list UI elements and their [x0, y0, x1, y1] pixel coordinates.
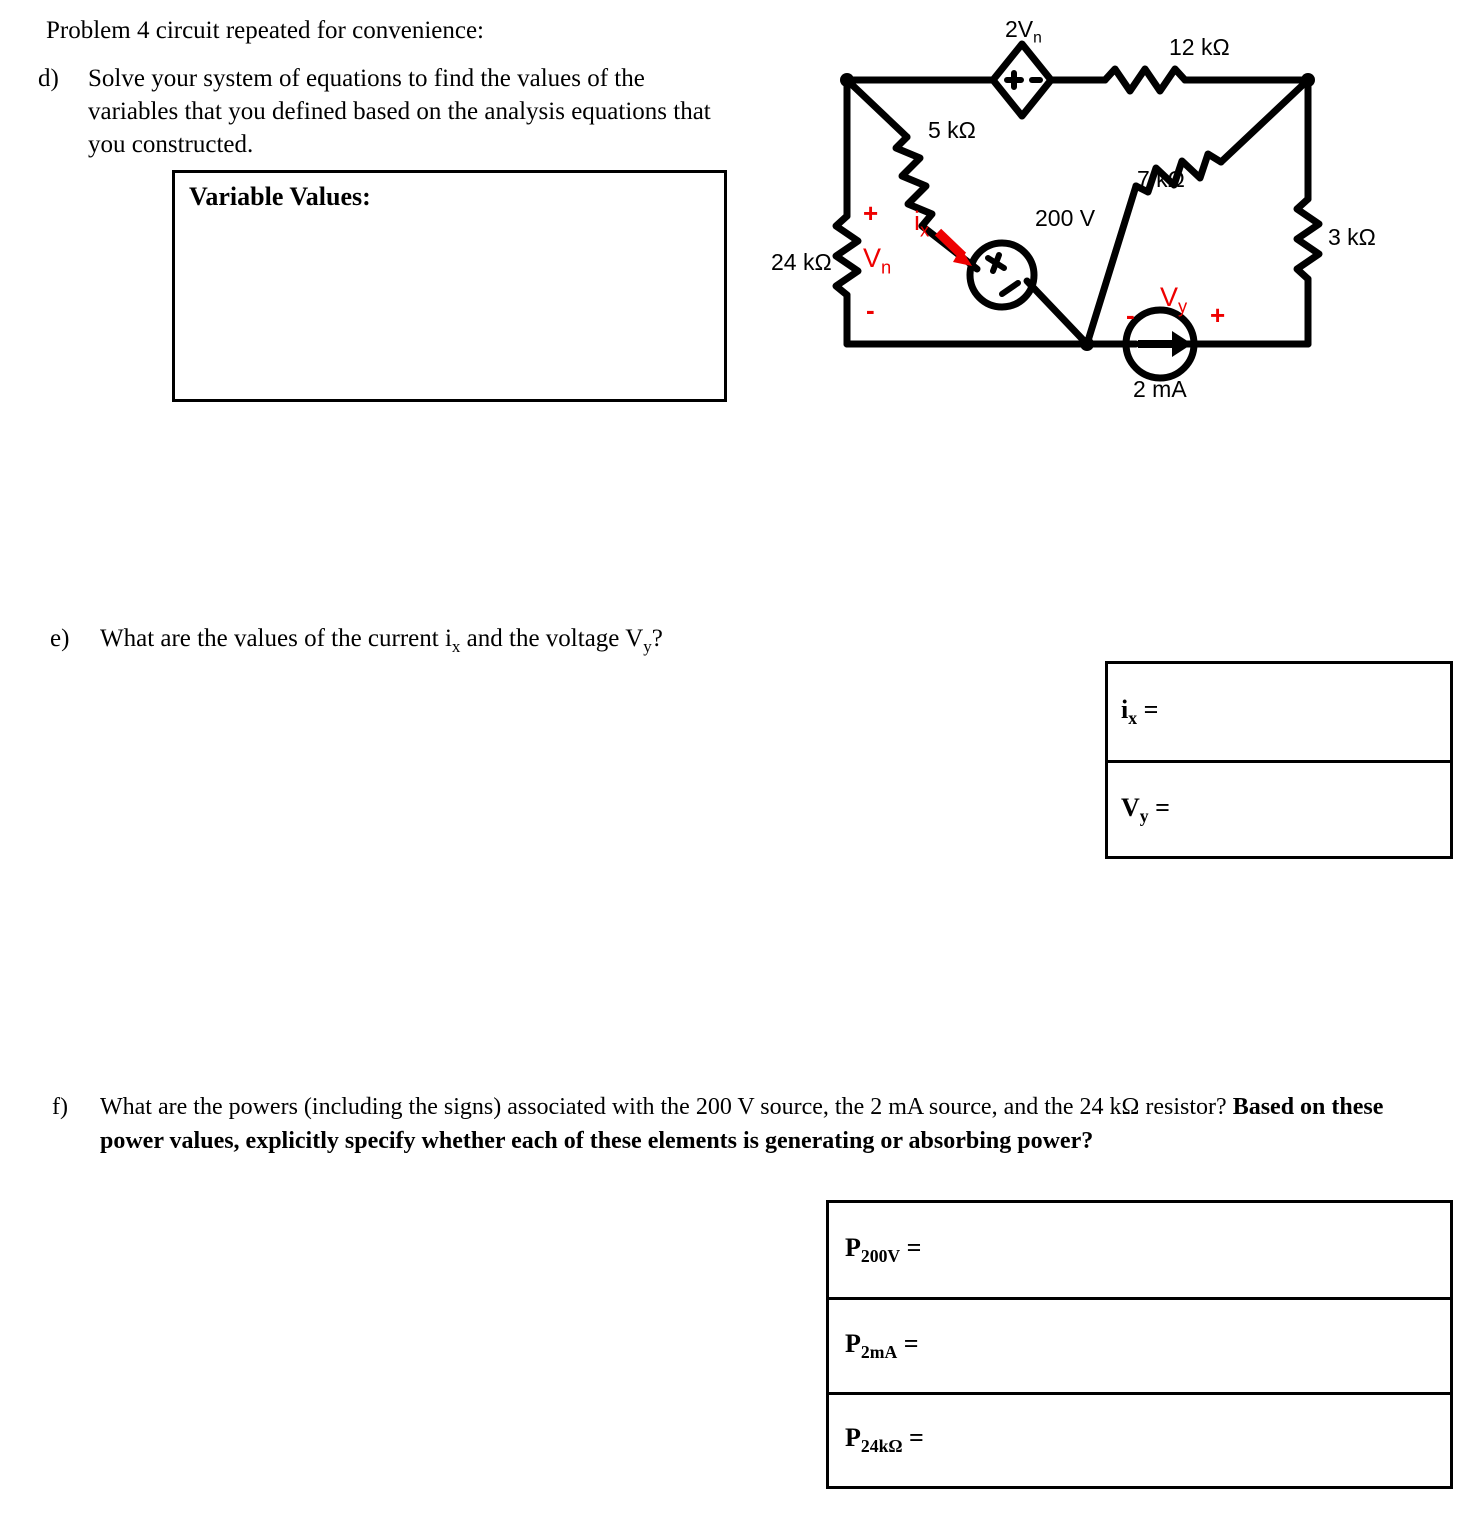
- item-d-text: Solve your system of equations to find the values of the variables that you defined based on the analysis equations that you constructed.: [88, 65, 711, 158]
- answers-e-container: [1105, 661, 1453, 859]
- variable-values-label: Variable Values:: [189, 182, 371, 211]
- answer-row-p2ma[interactable]: [829, 1297, 1450, 1391]
- question-item-d: [38, 62, 738, 161]
- source-200v-plus-icon: [988, 255, 1004, 271]
- question-item-e: [50, 622, 810, 663]
- item-e-text: What are the values of the current $i_x$ and the voltage $V_y$?: [100, 625, 663, 656]
- item-d-marker: d): [38, 65, 59, 92]
- answer-row-p24k[interactable]: [829, 1392, 1450, 1486]
- answer-label-p24k: $P_{24k\Omega}$ =: [845, 1423, 924, 1457]
- annotation-vy-minus: -: [1126, 300, 1135, 330]
- annotation-vn-minus: -: [866, 295, 875, 325]
- wire-diag-a3: [1027, 281, 1087, 344]
- label-resistor-5k: 5 kΩ: [928, 117, 976, 143]
- answer-label-vy: $V_y$ =: [1121, 792, 1170, 826]
- circuit-diagram: [750, 0, 1459, 420]
- wire-diag-a1: [847, 80, 907, 137]
- ix-current-arrow-icon: [938, 232, 972, 266]
- answer-row-ix[interactable]: [1108, 664, 1450, 760]
- answer-label-p2ma-sub: 2mA: [860, 1342, 898, 1363]
- answer-row-p200v[interactable]: [829, 1203, 1450, 1297]
- question-item-f: [52, 1090, 1452, 1158]
- item-e-sub-y: y: [643, 637, 652, 656]
- label-resistor-7k: 7 kΩ: [1137, 166, 1185, 192]
- label-source-2ma: 2 mA: [1133, 376, 1187, 402]
- annotation-vn-sub: n: [881, 256, 892, 278]
- label-resistor-24k: 24 kΩ: [771, 249, 832, 275]
- node-top-right: [1301, 73, 1315, 87]
- item-f-marker: f): [52, 1094, 68, 1120]
- answer-label-p200v: $P_{200V}$ =: [845, 1233, 922, 1267]
- page-title: [46, 16, 484, 46]
- item-e-marker: e): [50, 625, 70, 652]
- resistor-24k-symbol: [836, 216, 858, 295]
- label-resistor-12k: 12 kΩ: [1169, 34, 1230, 60]
- item-f-text: [100, 1090, 1452, 1158]
- resistor-12k-symbol: [1105, 69, 1185, 91]
- dependent-source-plus-icon: [1007, 73, 1021, 87]
- node-top-left: [840, 73, 854, 87]
- voltage-source-200v-polarity: [988, 255, 1018, 294]
- annotation-vy-label: $V_y$: [1160, 282, 1188, 317]
- source-200v-minus-icon: [1002, 283, 1018, 294]
- label-dependent-source: $2V_n$: [1005, 16, 1042, 47]
- answers-f-container: [826, 1200, 1453, 1489]
- item-f-line2: Based on these power values, explicitly specify whether each of these elements is generating or absorbing power?: [100, 1094, 1384, 1154]
- wire-diag-b1: [1221, 80, 1308, 162]
- annotation-vy-sub: y: [1178, 295, 1188, 317]
- circuit-svg: [750, 0, 1459, 420]
- variable-values-answer-box[interactable]: [172, 170, 727, 402]
- voltage-source-200v-circle: [970, 243, 1034, 307]
- resistor-3k-symbol: [1297, 199, 1319, 279]
- annotation-vy-plus: +: [1210, 300, 1226, 330]
- item-f-line1: What are the powers (including the signs) associated with the 200 V source, the 2 mA source, and the 24 kΩ resistor?: [100, 1094, 1227, 1120]
- answer-label-p200v-sub: 200V: [860, 1246, 901, 1267]
- answer-label-p24k-sub: 24kΩ: [860, 1436, 903, 1457]
- annotation-ix-sub: x: [920, 219, 930, 241]
- annotation-ix-label: $i_x$: [914, 206, 930, 241]
- answer-label-ix-sub: x: [1128, 708, 1138, 729]
- answer-label-p2ma: $P_{2mA}$ =: [845, 1328, 919, 1363]
- answer-label-ix: $i_x$ =: [1121, 694, 1159, 729]
- label-resistor-3k: 3 kΩ: [1328, 224, 1376, 250]
- dependent-source-polarity: [1007, 73, 1040, 87]
- annotation-vn-label: $V_n$: [863, 243, 892, 278]
- node-bottom-center: [1080, 337, 1094, 351]
- answer-label-vy-sub: y: [1139, 805, 1149, 826]
- item-e-sub-x: x: [451, 637, 461, 656]
- current-source-2ma-arrow: [1138, 331, 1192, 357]
- page-title-text: Problem 4 circuit repeated for convenience:: [46, 17, 485, 44]
- label-dependent-source-sub: n: [1033, 29, 1042, 47]
- label-source-200v: 200 V: [1035, 205, 1096, 231]
- answer-row-vy[interactable]: [1108, 760, 1450, 856]
- annotation-vn-plus: +: [863, 198, 879, 228]
